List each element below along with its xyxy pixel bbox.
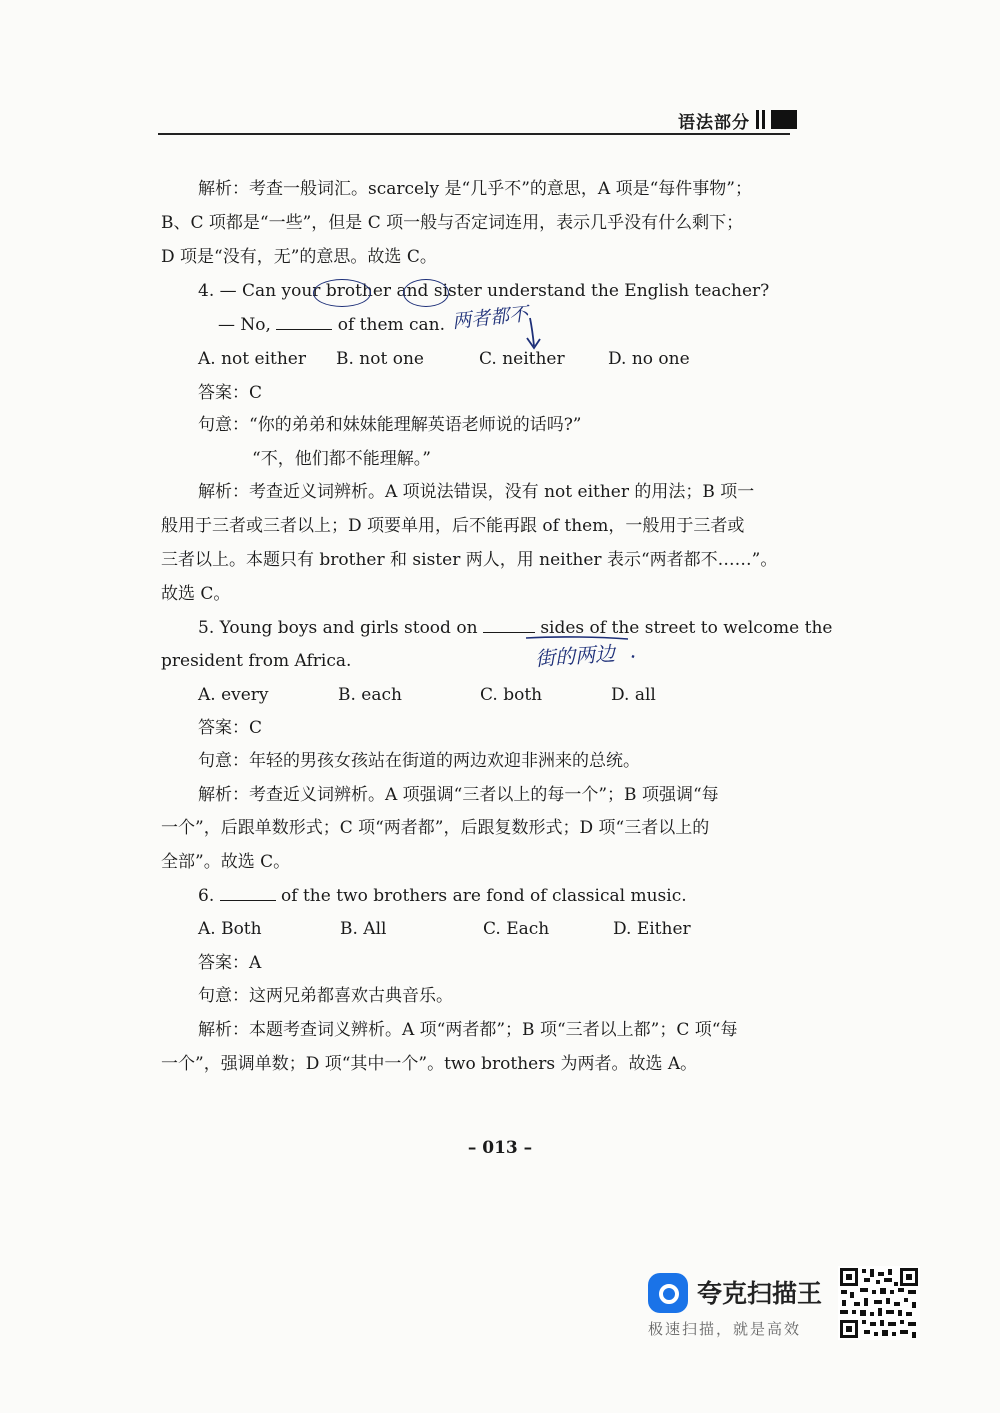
handwritten-note: 两者都不 bbox=[451, 303, 530, 333]
quark-logo-icon bbox=[648, 1273, 688, 1313]
question-4-reply bbox=[218, 313, 445, 337]
option-c: C. Each bbox=[483, 919, 550, 939]
option-a: A. Both bbox=[198, 919, 262, 939]
paragraph-line: D 项是“没有，无”的意思。故选 C。 bbox=[161, 247, 437, 267]
circled-word-sister: sister bbox=[433, 281, 482, 301]
question-5-text bbox=[198, 616, 832, 640]
reply-text-segment: of them can. bbox=[332, 315, 446, 335]
watermark-slogan: 极速扫描，就是高效 bbox=[648, 1320, 802, 1338]
analysis-line: 般用于三者或三者以上；D 项要单用，后不能再跟 of them，一般用于三者或 bbox=[161, 516, 745, 536]
answer-blank bbox=[483, 618, 535, 633]
answer-line: 答案：A bbox=[198, 953, 262, 973]
analysis-line: 解析：考查近义词辨析。A 项强调“三者以上的每一个”；B 项强调“每 bbox=[198, 785, 719, 805]
header-rule bbox=[158, 133, 790, 135]
question-text-segment: 6. bbox=[198, 886, 220, 906]
option-c: C. neither bbox=[479, 349, 565, 369]
analysis-line: 一个”，后跟单数形式；C 项“两者都”，后跟复数形式；D 项“三者以上的 bbox=[161, 818, 710, 838]
option-d: D. no one bbox=[608, 349, 690, 369]
option-b: B. All bbox=[340, 919, 387, 939]
header-mark-bar bbox=[756, 110, 759, 129]
analysis-line: 三者以上。本题只有 brother 和 sister 两人，用 neither 表示“两者都不……”。 bbox=[161, 550, 778, 570]
analysis-line: 故选 C。 bbox=[161, 584, 231, 604]
analysis-line: 解析：考查近义词辨析。A 项说法错误，没有 not either 的用法；B 项一 bbox=[198, 482, 755, 502]
handwritten-dot bbox=[632, 656, 634, 657]
paragraph-line: 解析：考查一般词汇。scarcely 是“几乎不”的意思，A 项是“每件事物”； bbox=[198, 179, 752, 199]
option-d: D. all bbox=[611, 685, 656, 705]
question-text-segment: and bbox=[391, 281, 434, 301]
question-text-segment: understand the English teacher? bbox=[481, 281, 770, 301]
page-number: – 013 – bbox=[467, 1138, 533, 1158]
handwritten-arrow bbox=[530, 318, 534, 346]
section-header: 语法部分 bbox=[678, 113, 750, 133]
analysis-line: 全部”。故选 C。 bbox=[161, 852, 291, 872]
paragraph-line: B、C 项都是“一些”，但是 C 项一般与否定词连用，表示几乎没有什么剩下； bbox=[161, 213, 744, 233]
analysis-line: 解析：本题考查词义辨析。A 项“两者都”；B 项“三者以上都”；C 项“每 bbox=[198, 1020, 738, 1040]
question-text-segment: 5. Young boys and girls stood on bbox=[198, 618, 483, 638]
analysis-line: 一个”，强调单数；D 项“其中一个”。two brothers 为两者。故选 A。 bbox=[161, 1054, 698, 1074]
option-b: B. each bbox=[338, 685, 402, 705]
option-c: C. both bbox=[480, 685, 543, 705]
answer-line: 答案：C bbox=[198, 718, 263, 738]
meaning-line: 句意：这两兄弟都喜欢古典音乐。 bbox=[198, 986, 453, 1006]
answer-blank bbox=[276, 315, 332, 330]
question-text-segment: 4. — Can your bbox=[198, 281, 326, 301]
meaning-line: “不，他们都不能理解。” bbox=[252, 449, 431, 469]
header-mark-block bbox=[771, 110, 797, 129]
meaning-line: 句意：“你的弟弟和妹妹能理解英语老师说的话吗?” bbox=[198, 415, 582, 435]
option-a: A. not either bbox=[198, 349, 306, 369]
option-b: B. not one bbox=[336, 349, 424, 369]
watermark-app-name: 夸克扫描王 bbox=[697, 1279, 823, 1308]
header-mark-bar bbox=[762, 110, 765, 129]
question-4-text bbox=[198, 279, 769, 303]
qr-code-icon bbox=[838, 1266, 920, 1340]
option-a: A. every bbox=[198, 685, 269, 705]
reply-text-segment: — No, bbox=[218, 315, 277, 335]
handwritten-circle bbox=[313, 279, 371, 307]
question-text-segment: sides of the street to welcome the bbox=[534, 618, 833, 638]
answer-line: 答案：C bbox=[198, 383, 263, 403]
question-6-text bbox=[198, 884, 687, 908]
header-marks bbox=[756, 110, 797, 129]
circled-word-brother: brother bbox=[325, 281, 392, 301]
meaning-line: 句意：年轻的男孩女孩站在街道的两边欢迎非洲来的总统。 bbox=[198, 751, 640, 771]
answer-blank bbox=[220, 886, 276, 901]
handwritten-note: 街的两边 bbox=[534, 641, 616, 671]
question-5-text-cont: president from Africa. bbox=[161, 651, 352, 671]
option-d: D. Either bbox=[613, 919, 691, 939]
question-text-segment: of the two brothers are fond of classical music. bbox=[275, 886, 687, 906]
handwritten-circle bbox=[403, 279, 449, 307]
